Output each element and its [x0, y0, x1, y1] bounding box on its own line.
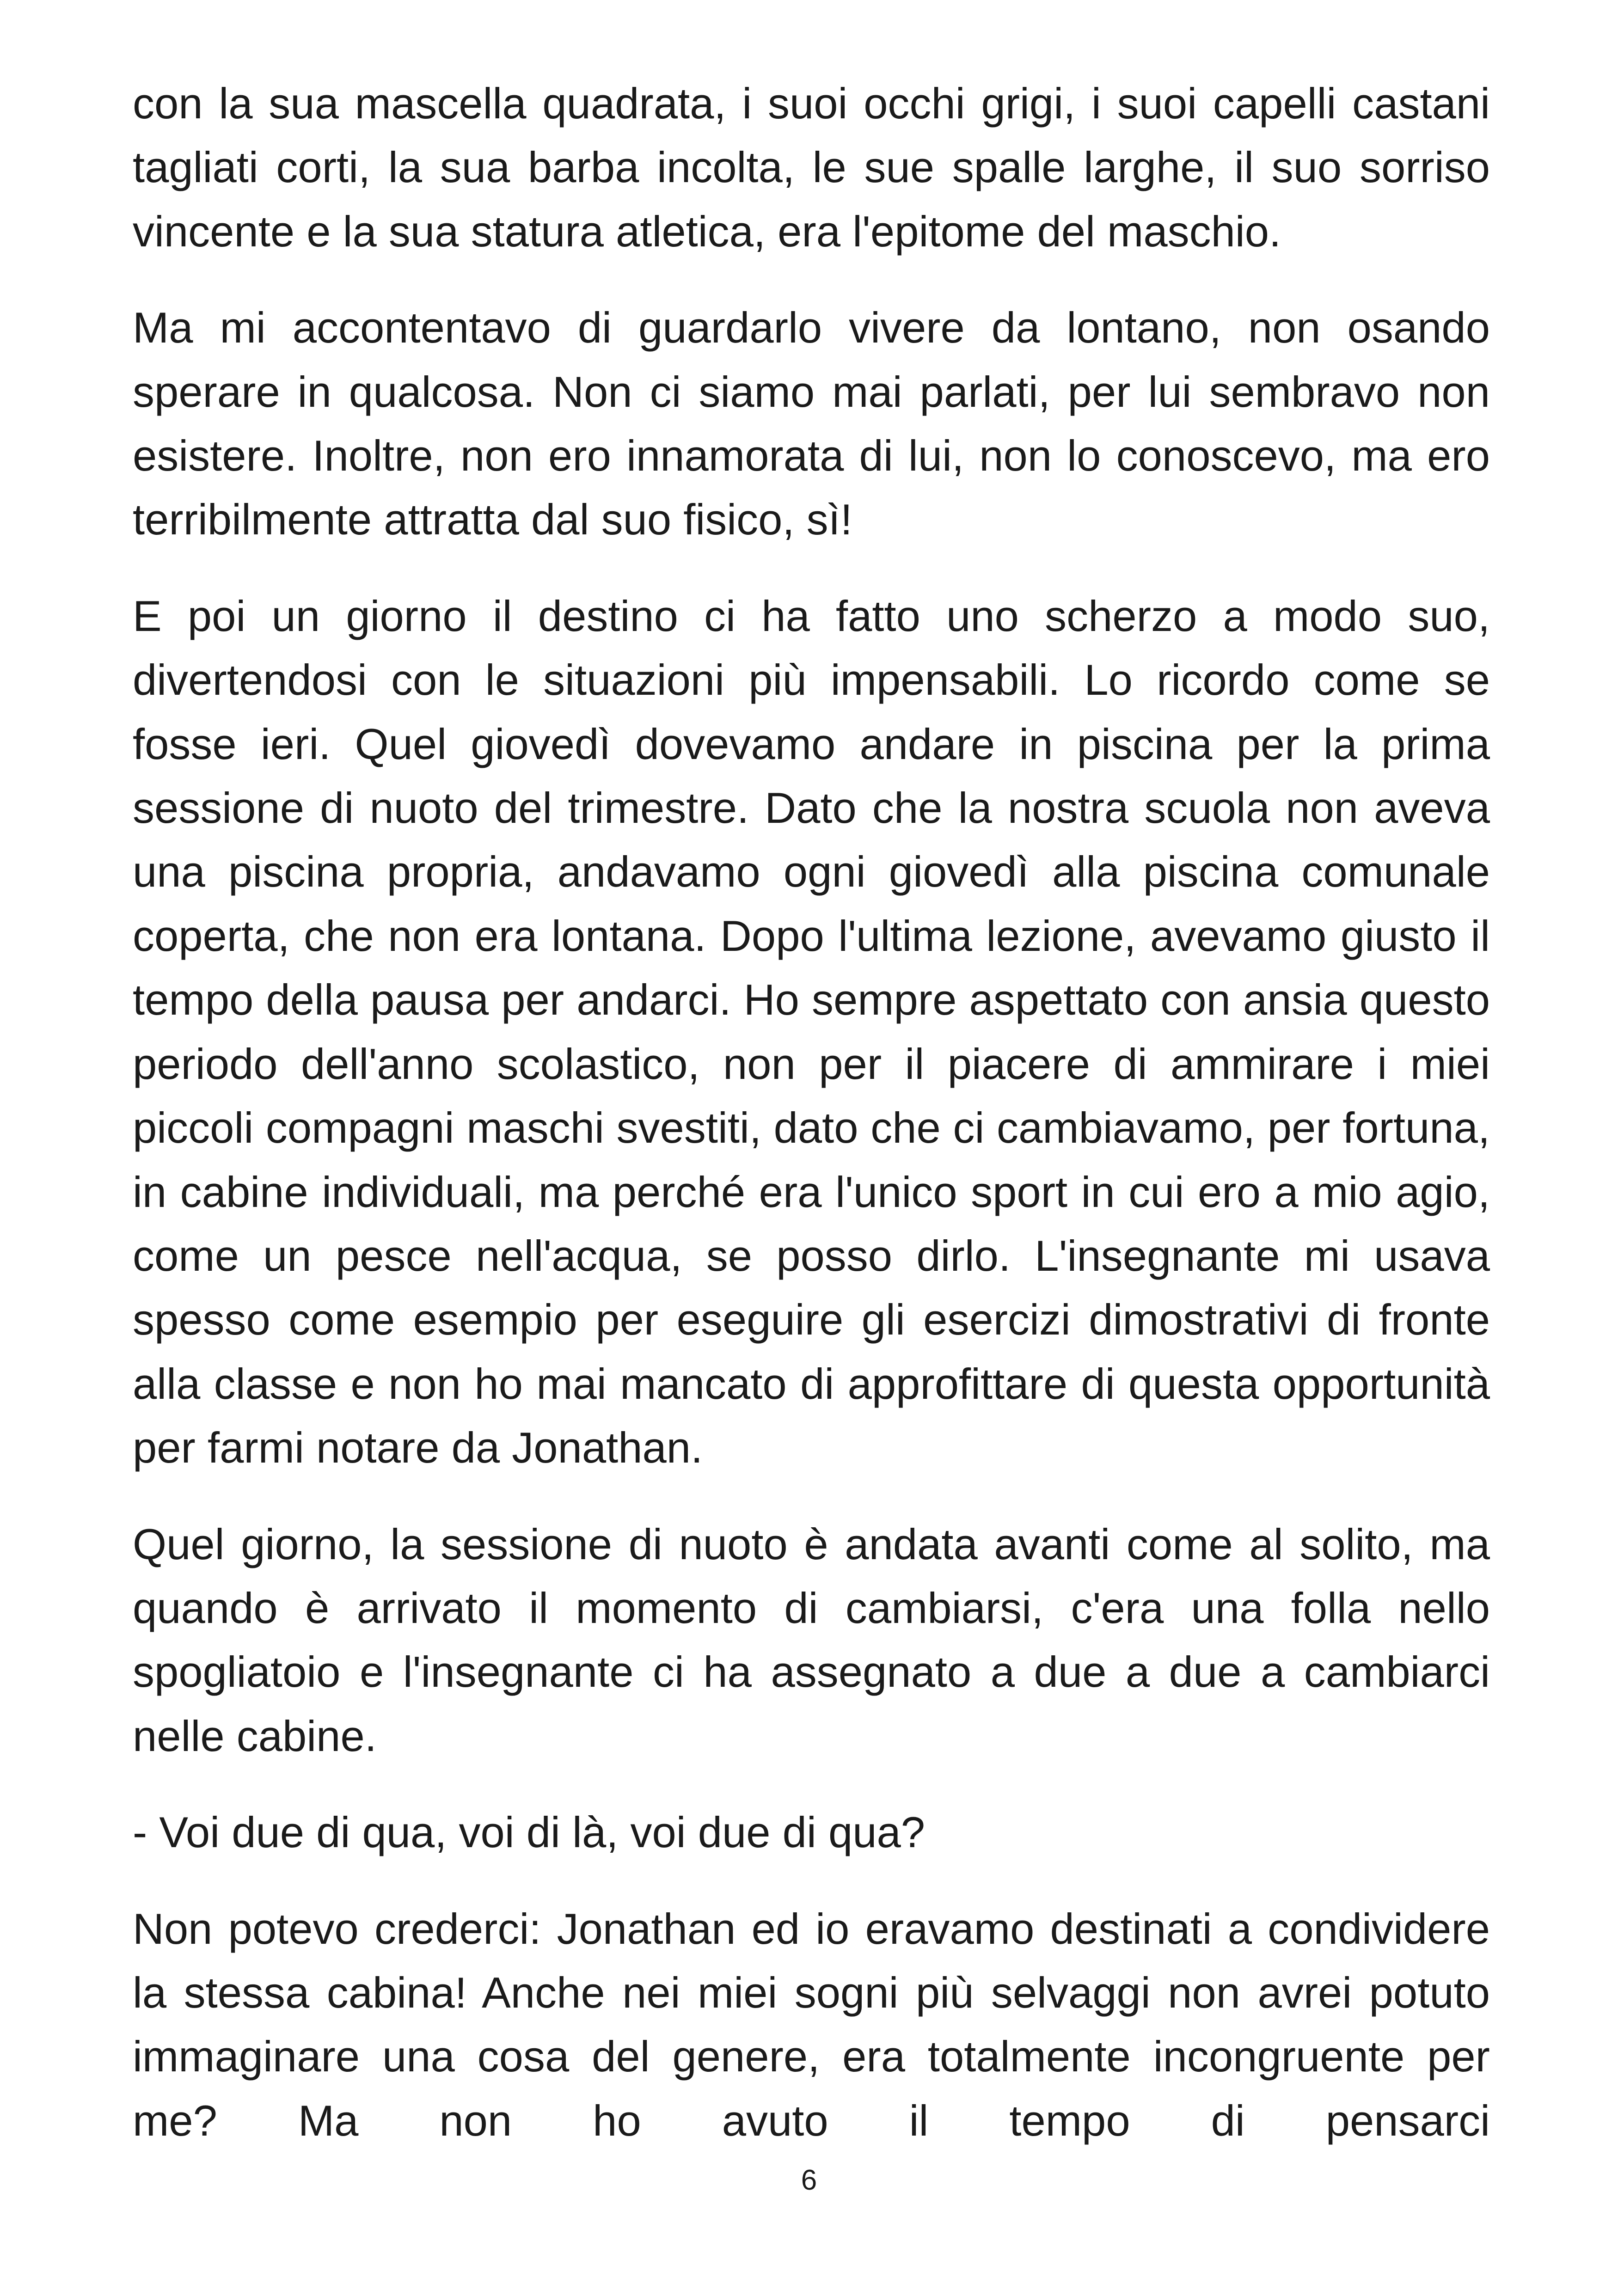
paragraph-dialogue: - Voi due di qua, voi di là, voi due di qua?	[133, 1808, 925, 1857]
page-number: 6	[801, 2164, 817, 2196]
paragraph-2: Ma mi accontentavo di guardarlo vivere da lontano, non osando sperare in qualcosa. Non ci siamo mai parlati, per lui sembravo non esistere. Inoltre, non ero innamorata di lui, non lo conoscevo, ma ero terribilmente attratta dal suo fisico, sì!	[133, 303, 1490, 544]
paragraph-6: Non potevo crederci: Jonathan ed io eravamo destinati a condividere la stessa cabina! Anche nei miei sogni più selvaggi non avrei potuto immaginare una cosa del genere, era totalmente incongruente per me? Ma non ho avuto il tempo di pensarci	[133, 1904, 1490, 2145]
paragraph-4: Quel giorno, la sessione di nuoto è andata avanti come al solito, ma quando è arrivato il momento di cambiarsi, c'era una folla nello spogliatoio e l'insegnante ci ha assegnato a due a due a cambiarci nelle cabine.	[133, 1519, 1490, 1760]
body-text	[133, 72, 1490, 2153]
paragraph-1: con la sua mascella quadrata, i suoi occhi grigi, i suoi capelli castani tagliati corti, la sua barba incolta, le sue spalle larghe, il suo sorriso vincente e la sua statura atletica, era l'epitome del maschio.	[133, 79, 1490, 256]
paragraph-3: E poi un giorno il destino ci ha fatto uno scherzo a modo suo, divertendosi con le situazioni più impensabili. Lo ricordo come se fosse ieri. Quel giovedì dovevamo andare in piscina per la prima sessione di nuoto del trimestre. Dato che la nostra scuola non aveva una piscina propria, andavamo ogni giovedì alla piscina comunale coperta, che non era lontana. Dopo l'ultima lezione, avevamo giusto il tempo della pausa per andarci. Ho sempre aspettato con ansia questo periodo dell'anno scolastico, non per il piacere di ammirare i miei piccoli compagni maschi svestiti, dato che ci cambiavamo, per fortuna, in cabine individuali, ma perché era l'unico sport in cui ero a mio agio, come un pesce nell'acqua, se posso dirlo. L'insegnante mi usava spesso come esempio per eseguire gli esercizi dimostrativi di fronte alla classe e non ho mai mancato di approfittare di questa opportunità per farmi notare da Jonathan.	[133, 591, 1490, 1472]
